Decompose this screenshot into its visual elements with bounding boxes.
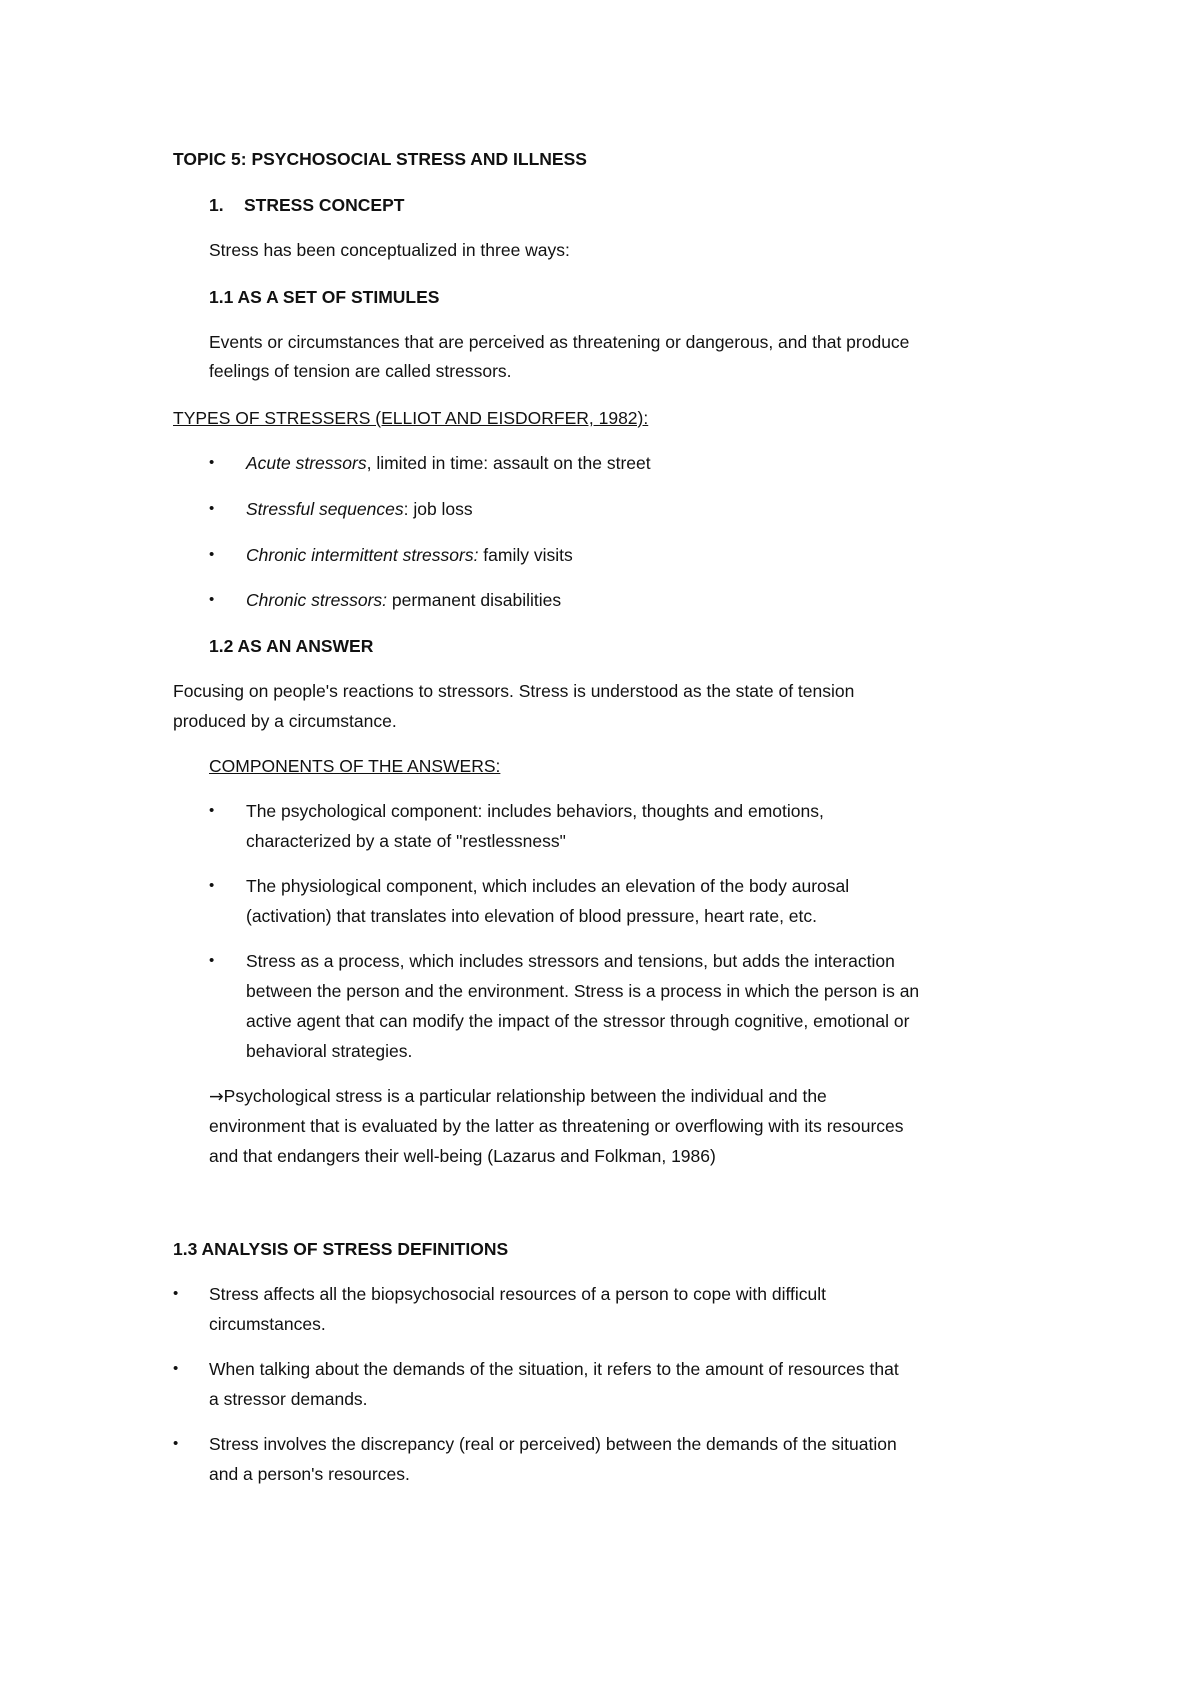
list-bullet: •: [209, 802, 215, 819]
list-item-line: Stress involves the discrepancy (real or perceived) between the demands of the situation: [209, 1434, 897, 1454]
list-item-line: The physiological component, which includes an elevation of the body aurosal: [246, 876, 850, 896]
list-bullet: •: [209, 591, 215, 608]
list-item: [246, 540, 573, 570]
section-1-2-text-line2: produced by a circumstance.: [173, 711, 397, 731]
section-1-heading: STRESS CONCEPT: [244, 195, 405, 215]
section-1-number: 1.: [209, 195, 224, 215]
list-item-line: and a person's resources.: [209, 1464, 410, 1484]
conclusion-line: [209, 1081, 827, 1112]
list-item-line: The psychological component: includes behaviors, thoughts and emotions,: [246, 801, 824, 821]
list-item-line: behavioral strategies.: [246, 1041, 413, 1061]
list-bullet: •: [173, 1285, 179, 1302]
stressor-term: Chronic intermittent stressors:: [246, 545, 479, 565]
list-item-line: characterized by a state of "restlessness": [246, 831, 566, 851]
list-item: [246, 494, 473, 524]
list-bullet: •: [209, 877, 215, 894]
stressor-description: : job loss: [403, 499, 473, 519]
list-item-line: a stressor demands.: [209, 1389, 368, 1409]
stressor-description: permanent disabilities: [387, 590, 562, 610]
list-item-line: When talking about the demands of the situation, it refers to the amount of resources that: [209, 1359, 899, 1379]
section-1-2-heading: 1.2 AS AN ANSWER: [209, 636, 374, 656]
stressor-description: family visits: [478, 545, 573, 565]
list-bullet: •: [209, 546, 215, 563]
list-bullet: •: [173, 1435, 179, 1452]
section-1-intro: Stress has been conceptualized in three ways:: [209, 240, 570, 260]
list-item: [246, 448, 651, 478]
conclusion-line: environment that is evaluated by the latter as threatening or overflowing with its resources: [209, 1116, 904, 1136]
list-bullet: •: [209, 500, 215, 517]
section-1-1-text-line1: Events or circumstances that are perceived as threatening or dangerous, and that produce: [209, 332, 910, 352]
list-bullet: •: [209, 952, 215, 969]
arrow-icon: →: [209, 1087, 224, 1107]
page-title: TOPIC 5: PSYCHOSOCIAL STRESS AND ILLNESS: [173, 149, 587, 169]
conclusion-text: Psychological stress is a particular relationship between the individual and the: [223, 1086, 827, 1106]
stressor-term: Chronic stressors:: [246, 590, 388, 610]
list-bullet: •: [209, 454, 215, 471]
list-item-line: active agent that can modify the impact of the stressor through cognitive, emotional or: [246, 1011, 910, 1031]
list-item-line: Stress as a process, which includes stressors and tensions, but adds the interaction: [246, 951, 895, 971]
section-1-1-text-line2: feelings of tension are called stressors.: [209, 361, 512, 381]
stressor-description: , limited in time: assault on the street: [366, 453, 651, 473]
conclusion-line: and that endangers their well-being (Lazarus and Folkman, 1986): [209, 1146, 716, 1166]
list-item-line: circumstances.: [209, 1314, 326, 1334]
list-item-line: Stress affects all the biopsychosocial resources of a person to cope with difficult: [209, 1284, 827, 1304]
section-1-2-text-line1: Focusing on people's reactions to stressors. Stress is understood as the state of tension: [173, 681, 855, 701]
section-1-3-heading: 1.3 ANALYSIS OF STRESS DEFINITIONS: [173, 1239, 509, 1259]
types-heading: TYPES OF STRESSERS (ELLIOT AND EISDORFER, 1982):: [173, 408, 649, 428]
section-1-1-heading: 1.1 AS A SET OF STIMULES: [209, 287, 440, 307]
list-item-line: between the person and the environment. Stress is a process in which the person is an: [246, 981, 920, 1001]
list-bullet: •: [173, 1360, 179, 1377]
stressor-term: Acute stressors: [246, 453, 367, 473]
stressor-term: Stressful sequences: [246, 499, 404, 519]
components-heading: COMPONENTS OF THE ANSWERS:: [209, 756, 501, 776]
list-item-line: (activation) that translates into elevation of blood pressure, heart rate, etc.: [246, 906, 818, 926]
list-item: [246, 585, 561, 615]
